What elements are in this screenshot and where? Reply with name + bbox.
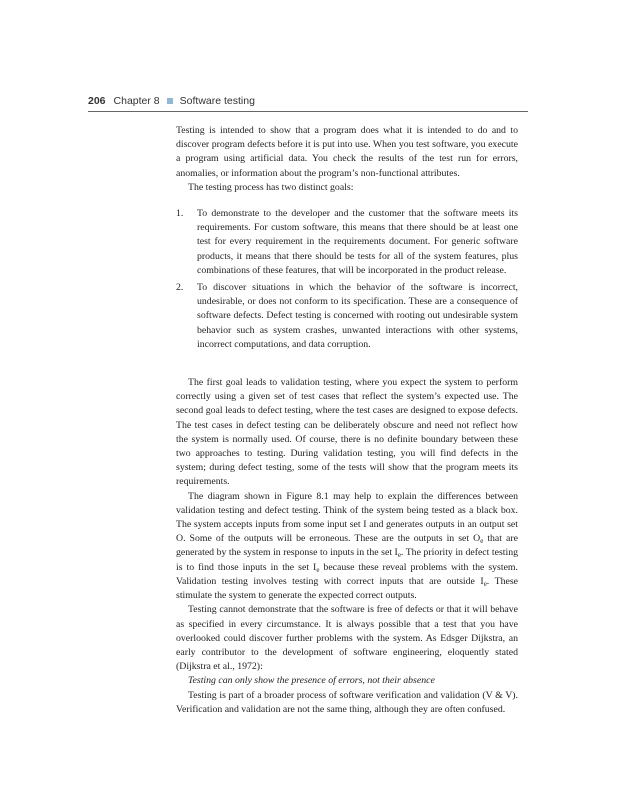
list-item xyxy=(176,281,518,352)
chapter-label: Chapter 8 xyxy=(113,95,160,107)
page-body xyxy=(176,124,518,717)
paragraph-dijkstra: Testing cannot demonstrate that the software is free of defects or that it will behave as specified in every circumstance. It is always possible that a test that you have overlooked could discover further problems with the system. As Edsger Dijkstra, an early contributor to the development of software engineering, eloquently stated (Dijkstra et al., 1972): xyxy=(176,604,518,673)
page-number: 206 xyxy=(88,95,106,107)
paragraph-intro: Testing is intended to show that a program does what it is intended to do and to discover program defects before it is put into use. When you test software, you execute a program using artificial data. You check the results of the test run for errors, anomalies, or information about the program’s non-functional attributes. xyxy=(176,125,518,179)
goals-list xyxy=(176,207,518,352)
paragraph-goals-intro: The testing process has two distinct goals: xyxy=(188,181,354,193)
section-title: Software testing xyxy=(179,95,255,107)
header-rule xyxy=(88,111,528,112)
paragraph-figure-8-1: The diagram shown in Figure 8.1 may help to explain the differences between validation testing and defect testing. Think of the system being tested as a black box. The system accepts inputs from some input set I and generates outputs in an output set O. Some of the outputs will be erroneous. These are the outputs in set $O_e$ that are generated by the system in response to inputs in the set $I_e$. The priority in defect testing is to find those inputs in the set $I_e$ because these reveal problems with the system. Validation testing involves testing with correct inputs that are outside $I_e$. These stimulate the system to generate the expected correct outputs. xyxy=(176,490,519,602)
paragraph-validation-defect: The first goal leads to validation testing, where you expect the system to perform correctly using a given set of test cases that reflect the system’s expected use. The second goal leads to defect testing, where the test cases are designed to expose defects. The test cases in defect testing can be deliberately obscure and need not reflect how the system is normally used. Of course, there is no definite boundary between these two approaches to testing. During validation testing, you will find defects in the system; during defect testing, some of the tests will show that the program meets its requirements. xyxy=(176,377,518,488)
list-item-number: 2. xyxy=(176,282,184,294)
list-item-number: 1. xyxy=(176,208,184,220)
header-square-icon xyxy=(167,98,173,104)
running-header xyxy=(88,94,528,108)
paragraph-v-and-v: Testing is part of a broader process of software verification and validation (V & V). Verification and validation are not the same thing, although they are often confused. xyxy=(176,689,518,715)
list-item-text: To demonstrate to the developer and the customer that the software meets its requirements. For custom software, this means that there should be at least one test for every requirement in the requirements document. For generic software products, it means that there should be tests for all of the system features, plus combinations of these features, that will be incorporated in the product release. xyxy=(197,208,518,276)
list-item xyxy=(176,207,518,278)
list-item-text: To discover situations in which the behavior of the software is incorrect, undesirable, or does not conform to its specification. These are a consequence of software defects. Defect testing is concerned with rooting out undesirable system behavior such as system crashes, unwanted interactions with other systems, incorrect computations, and data corruption. xyxy=(197,282,518,350)
dijkstra-quote: Testing can only show the presence of errors, not their absence xyxy=(188,675,435,687)
